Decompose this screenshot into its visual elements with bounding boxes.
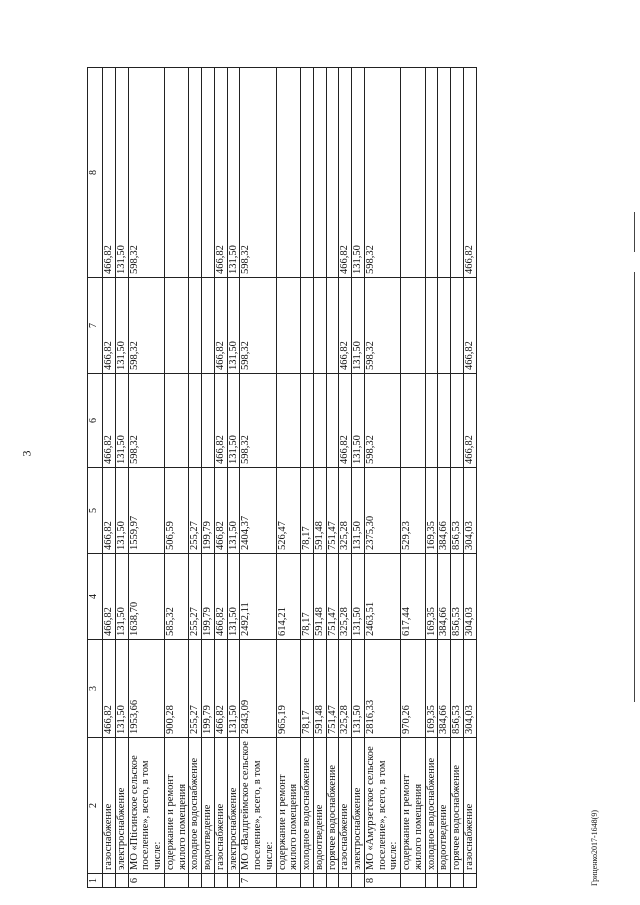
value-cell: 466,82 [339,374,352,468]
value-cell [438,374,451,468]
value-cell: 131,50 [352,468,365,554]
value-cell: 751,47 [326,640,339,738]
value-cell: 1638,70 [128,554,164,640]
value-cell: 970,26 [401,640,426,738]
value-cell [326,68,339,278]
value-cell [189,68,202,278]
value-cell: 466,82 [214,468,227,554]
page-number: 3 [19,450,34,457]
value-cell: 304,03 [463,554,476,640]
value-cell: 856,53 [451,640,464,738]
value-cell: 304,03 [463,640,476,738]
value-cell: 325,28 [339,554,352,640]
value-cell [451,278,464,374]
value-cell: 384,66 [438,468,451,554]
value-cell: 598,32 [128,68,164,278]
value-cell: 131,50 [227,640,240,738]
indicator-name: содержание и ремонт жилого помещения [401,738,426,874]
indicator-name: газоснабжение [339,738,352,874]
value-cell: 466,82 [214,640,227,738]
value-cell: 131,50 [352,374,365,468]
table-row [438,68,451,888]
row-number: 7 [240,874,276,888]
value-cell: 199,79 [202,468,215,554]
value-cell: 131,50 [227,68,240,278]
value-cell: 466,82 [103,68,116,278]
value-cell: 325,28 [339,468,352,554]
header-cell: 8 [88,68,103,278]
table-row [326,68,339,888]
rotated-table-container [87,68,607,888]
value-cell: 591,48 [313,468,326,554]
value-cell: 466,82 [103,554,116,640]
row-number [103,874,116,888]
header-cell: 6 [88,374,103,468]
table-row [364,68,400,888]
value-cell: 598,32 [240,374,276,468]
value-cell: 131,50 [227,468,240,554]
table-row [276,68,301,888]
row-number [202,874,215,888]
value-cell: 598,32 [128,278,164,374]
value-cell: 598,32 [364,374,400,468]
value-cell: 131,50 [115,374,128,468]
value-cell: 255,27 [189,640,202,738]
row-number [301,874,314,888]
value-cell [202,278,215,374]
table-row [401,68,426,888]
table-row [189,68,202,888]
value-cell: 2404,37 [240,468,276,554]
row-number [438,874,451,888]
row-number [214,874,227,888]
value-cell: 466,82 [214,68,227,278]
table-row [202,68,215,888]
header-cell: 1 [88,874,103,888]
value-cell: 466,82 [339,278,352,374]
row-number [164,874,189,888]
value-cell: 131,50 [227,278,240,374]
value-cell: 2816,33 [364,640,400,738]
value-cell: 751,47 [326,554,339,640]
value-cell: 169,35 [425,640,438,738]
value-cell: 131,50 [115,68,128,278]
value-cell: 131,50 [115,468,128,554]
header-cell: 3 [88,640,103,738]
value-cell: 526,47 [276,468,301,554]
indicator-name: холодное водоснабжение [189,738,202,874]
header-row [88,68,103,888]
header-cell: 7 [88,278,103,374]
value-cell [164,68,189,278]
value-cell: 466,82 [214,374,227,468]
value-cell: 255,27 [189,554,202,640]
value-cell [313,278,326,374]
indicator-name: электроснабжение [352,738,365,874]
value-cell: 2843,09 [240,640,276,738]
value-cell [438,278,451,374]
indicator-name: водоотведение [202,738,215,874]
value-cell: 304,03 [463,468,476,554]
indicator-name: горячее водоснабжение [326,738,339,874]
value-cell: 1559,97 [128,468,164,554]
row-number [326,874,339,888]
value-cell: 384,66 [438,640,451,738]
value-cell: 856,53 [451,468,464,554]
table-row [352,68,365,888]
indicator-name: холодное водоснабжение [301,738,314,874]
value-cell: 131,50 [352,278,365,374]
value-cell [164,374,189,468]
row-number [463,874,476,888]
value-cell: 78,17 [301,468,314,554]
value-cell [301,278,314,374]
value-cell: 2375,30 [364,468,400,554]
value-cell: 965,19 [276,640,301,738]
row-number [227,874,240,888]
document-code: Гриценко2017-1648(9) [590,810,599,886]
value-cell [401,68,426,278]
row-number [189,874,202,888]
row-number: 8 [364,874,400,888]
header-cell: 2 [88,738,103,874]
value-cell: 598,32 [128,374,164,468]
value-cell [301,374,314,468]
row-number [339,874,352,888]
value-cell: 591,48 [313,640,326,738]
value-cell: 466,82 [214,278,227,374]
value-cell [164,278,189,374]
value-cell: 617,44 [401,554,426,640]
value-cell: 2463,51 [364,554,400,640]
value-cell: 131,50 [115,640,128,738]
table-row [301,68,314,888]
value-cell: 78,17 [301,554,314,640]
indicator-name: содержание и ремонт жилого помещения [164,738,189,874]
indicator-name: водоотведение [438,738,451,874]
value-cell [438,68,451,278]
value-cell: 751,47 [326,468,339,554]
tariff-table [87,67,477,888]
row-number [425,874,438,888]
value-cell [401,278,426,374]
value-cell: 466,82 [103,278,116,374]
value-cell: 131,50 [115,278,128,374]
row-number [451,874,464,888]
value-cell: 598,32 [240,68,276,278]
indicator-name: горячее водоснабжение [451,738,464,874]
value-cell [425,374,438,468]
value-cell [276,278,301,374]
row-number: 6 [128,874,164,888]
value-cell [326,374,339,468]
value-cell: 131,50 [227,374,240,468]
indicator-name: газоснабжение [463,738,476,874]
header-cell: 5 [88,468,103,554]
value-cell: 131,50 [227,554,240,640]
value-cell: 466,82 [339,68,352,278]
value-cell: 78,17 [301,640,314,738]
indicator-name: газоснабжение [103,738,116,874]
indicator-name: холодное водоснабжение [425,738,438,874]
table-row [164,68,189,888]
value-cell: 255,27 [189,468,202,554]
table-row [425,68,438,888]
row-number [276,874,301,888]
value-cell: 529,23 [401,468,426,554]
indicator-name: электроснабжение [227,738,240,874]
value-cell: 1953,66 [128,640,164,738]
value-cell: 2492,11 [240,554,276,640]
edge-mark-top [634,212,635,252]
value-cell: 856,53 [451,554,464,640]
table-row [339,68,352,888]
value-cell [313,374,326,468]
table-row [313,68,326,888]
value-cell: 598,32 [364,68,400,278]
value-cell [425,278,438,374]
value-cell: 900,28 [164,640,189,738]
value-cell: 506,59 [164,468,189,554]
edge-mark-bottom [634,272,635,702]
value-cell: 466,82 [103,468,116,554]
indicator-name: МО «Амурзетское сельское поселение», всего, в том числе: [364,738,400,874]
value-cell: 614,21 [276,554,301,640]
row-number [313,874,326,888]
table-row [227,68,240,888]
header-cell: 4 [88,554,103,640]
table-row [115,68,128,888]
value-cell [276,374,301,468]
value-cell [276,68,301,278]
table-row [463,68,476,888]
row-number [352,874,365,888]
value-cell: 169,35 [425,468,438,554]
value-cell: 466,82 [103,640,116,738]
value-cell: 199,79 [202,554,215,640]
value-cell [313,68,326,278]
indicator-name: газоснабжение [214,738,227,874]
value-cell [451,374,464,468]
value-cell: 131,50 [352,68,365,278]
value-cell [202,374,215,468]
value-cell: 466,82 [463,278,476,374]
value-cell: 466,82 [103,374,116,468]
value-cell [451,68,464,278]
value-cell [189,374,202,468]
value-cell: 598,32 [240,278,276,374]
indicator-name: МО «Валдгеймское сельское поселение», всего, в том числе: [240,738,276,874]
value-cell [189,278,202,374]
value-cell: 131,50 [352,554,365,640]
table-row [103,68,116,888]
value-cell: 466,82 [463,68,476,278]
value-cell: 466,82 [214,554,227,640]
row-number [115,874,128,888]
indicator-name: водоотведение [313,738,326,874]
value-cell: 169,35 [425,554,438,640]
value-cell: 591,48 [313,554,326,640]
value-cell: 131,50 [115,554,128,640]
value-cell [425,68,438,278]
table-row [451,68,464,888]
value-cell [301,68,314,278]
value-cell: 325,28 [339,640,352,738]
value-cell [202,68,215,278]
value-cell: 598,32 [364,278,400,374]
value-cell [326,278,339,374]
table-row [214,68,227,888]
indicator-name: содержание и ремонт жилого помещения [276,738,301,874]
indicator-name: электроснабжение [115,738,128,874]
indicator-name: МО «Пticинское сельское поселение», всего, в том числе: [128,738,164,874]
value-cell: 466,82 [463,374,476,468]
row-number [401,874,426,888]
value-cell: 199,79 [202,640,215,738]
value-cell [401,374,426,468]
table-row [128,68,164,888]
value-cell: 585,32 [164,554,189,640]
value-cell: 384,66 [438,554,451,640]
value-cell: 131,50 [352,640,365,738]
table-row [240,68,276,888]
